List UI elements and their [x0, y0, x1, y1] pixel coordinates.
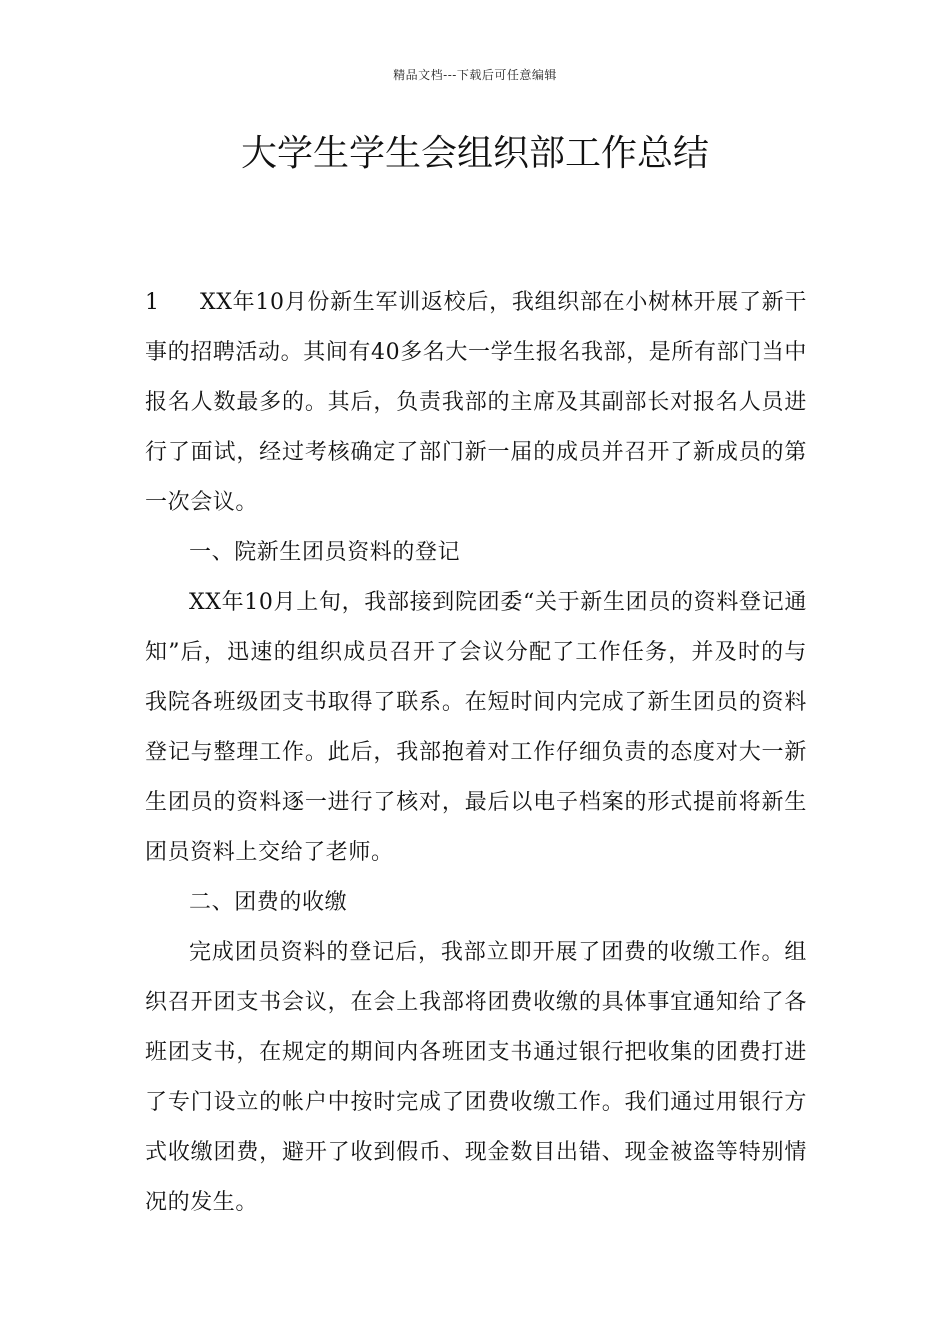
section-paragraph: 完成团员资料的登记后，我部立即开展了团费的收缴工作。组织召开团支书会议，在会上我部将团费收缴的具体事宜通知给了各班团支书，在规定的期间内各班团支书通过银行把收集的团费打进了专门设立的帐户中按时完成了团费收缴工作。我们通过用银行方式收缴团费，避开了收到假币、现金数目出错、现金被盗等特别情况的发生。	[145, 940, 807, 1215]
section-paragraph: XX年10月上旬，我部接到院团委“关于新生团员的资料登记通知”后，迅速的组织成员召开了会议分配了工作任务，并及时的与我院各班级团支书取得了联系。在短时间内完成了新生团员的资料登记与整理工作。此后，我部抱着对工作仔细负责的态度对大一新生团员的资料逐一进行了核对，最后以电子档案的形式提前将新生团员资料上交给了老师。	[145, 590, 807, 865]
header-note: 精品文档---下载后可任意编辑	[393, 68, 557, 82]
intro-text: XX年10月份新生军训返校后，我组织部在小树林开展了新干事的招聘活动。其间有40多名大一学生报名我部，是所有部门当中报名人数最多的。其后，负责我部的主席及其副部长对报名人员进行了面试，经过考核确定了部门新一届的成员并召开了新成员的第一次会议。	[145, 290, 807, 515]
paragraph-number: 1	[145, 290, 160, 315]
document-title: 大学生学生会组织部工作总结	[240, 133, 709, 174]
document-body	[145, 278, 807, 1228]
section-heading: 二、团费的收缴	[189, 890, 348, 915]
section-heading: 一、院新生团员资料的登记	[189, 540, 461, 565]
intro-paragraph	[145, 278, 807, 528]
